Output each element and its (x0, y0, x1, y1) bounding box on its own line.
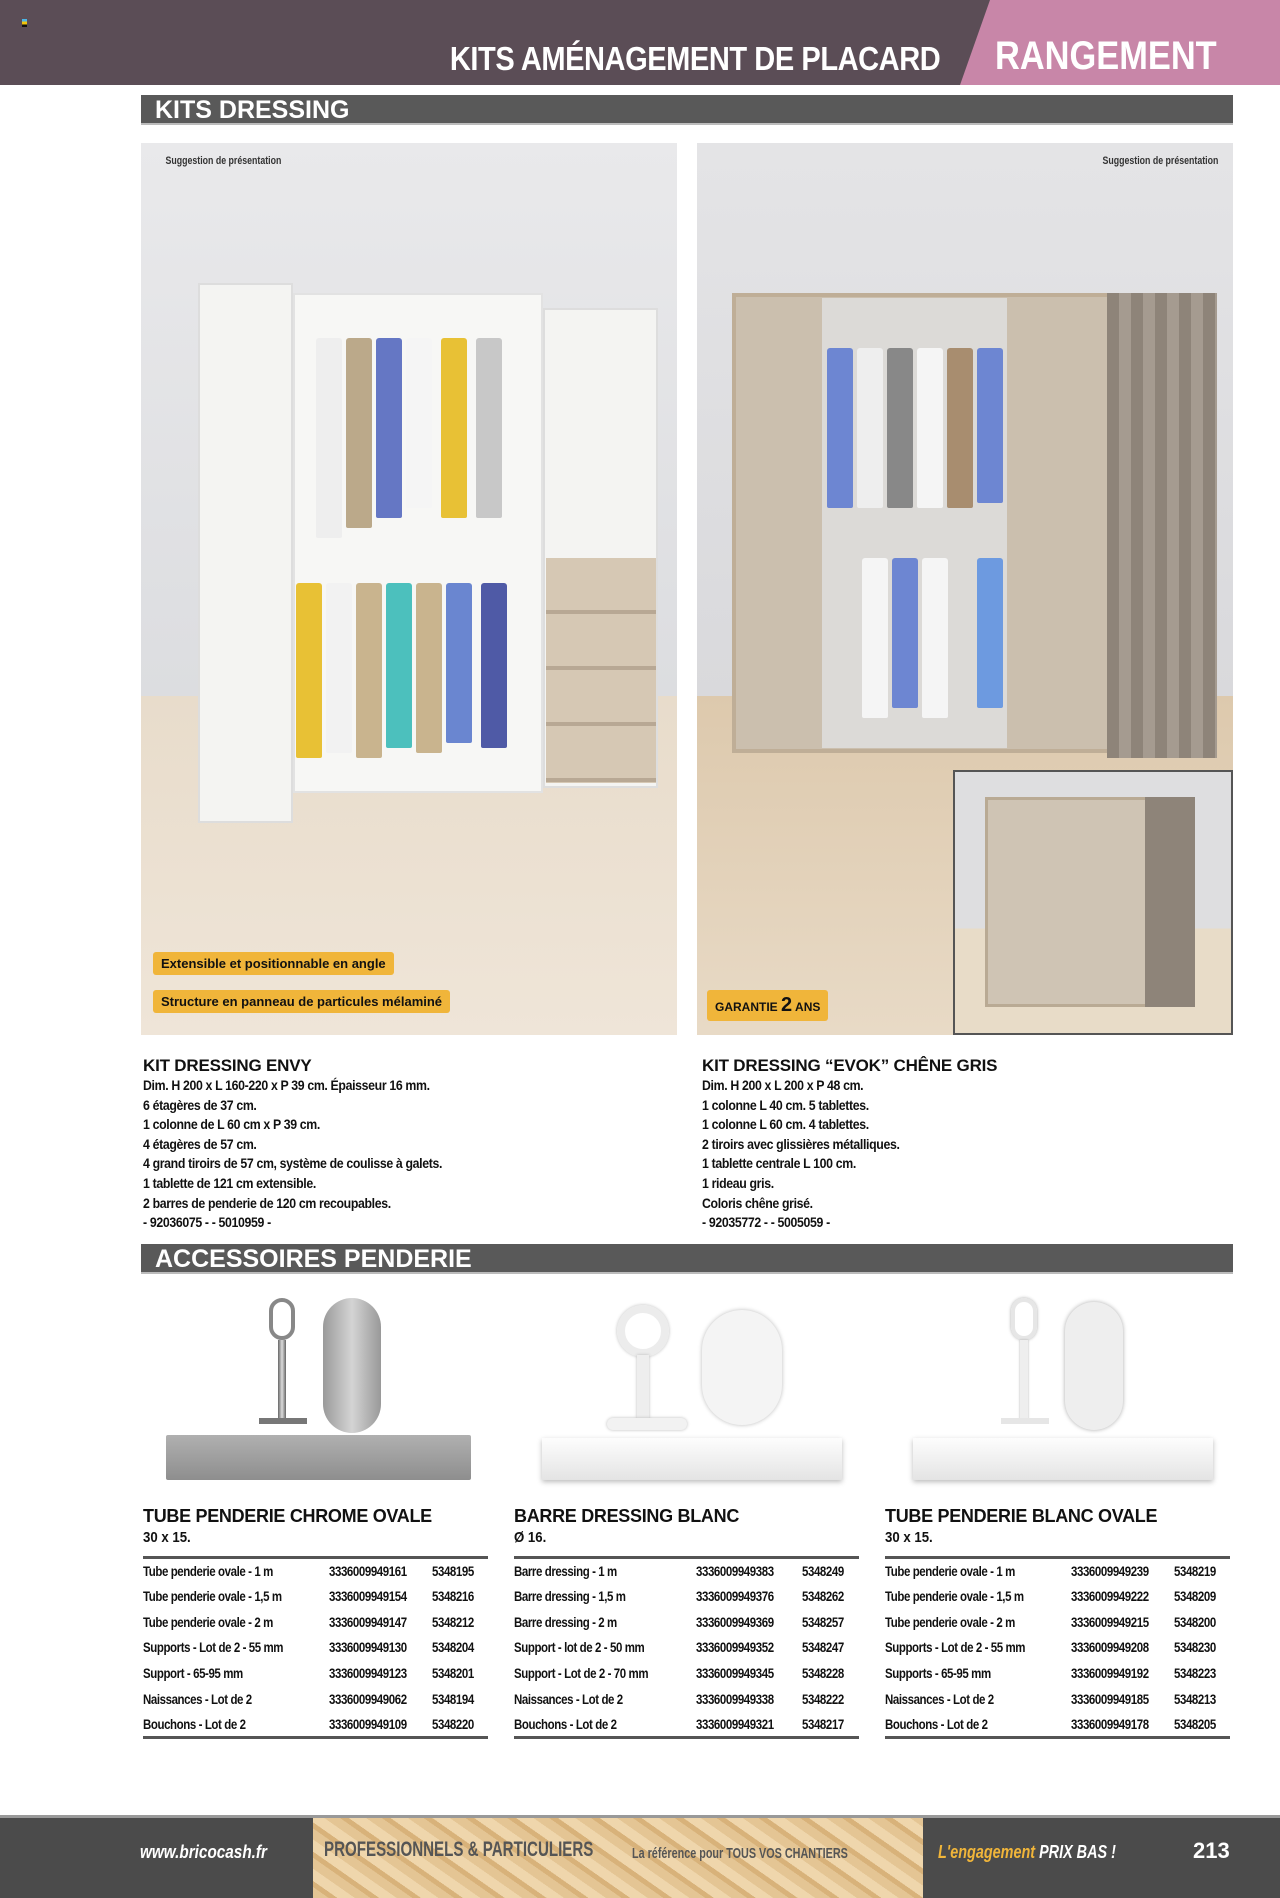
cell-ref (432, 1635, 488, 1661)
spec-line: 4 étagères de 57 cm. (143, 1135, 257, 1152)
accessory-table-chrome (143, 1506, 488, 1739)
table-row (143, 1686, 488, 1712)
cell-ref (1174, 1712, 1230, 1738)
cell-label (885, 1609, 1071, 1635)
table-row (514, 1558, 859, 1584)
cell-label (143, 1660, 329, 1686)
table-row (885, 1558, 1230, 1584)
table-row (143, 1660, 488, 1686)
accessory-subtitle: Ø 16. (514, 1529, 547, 1546)
table-row (143, 1583, 488, 1609)
accessory-table-blanc (885, 1506, 1230, 1739)
accessory-subtitle: 30 x 15. (143, 1529, 191, 1546)
cell-label (885, 1583, 1071, 1609)
cell-ref (1174, 1660, 1230, 1686)
table-row (514, 1635, 859, 1661)
table-row (885, 1609, 1230, 1635)
spec-line: 1 colonne de L 60 cm x P 39 cm. (143, 1116, 320, 1133)
cell-label (514, 1660, 696, 1686)
cell-text: Support - 65-95 mm (143, 1665, 243, 1682)
table-row (514, 1609, 859, 1635)
cell-text: 3336009949383 (696, 1563, 775, 1580)
cell-ean (329, 1558, 432, 1584)
table-row (143, 1609, 488, 1635)
cell-label (514, 1583, 696, 1609)
cell-ean (329, 1583, 432, 1609)
cell-text: 3336009949239 (1071, 1563, 1149, 1580)
cell-label (143, 1686, 329, 1712)
cell-label (514, 1609, 696, 1635)
cell-ean (329, 1609, 432, 1635)
product-reference: - 92035772 - - 5005059 - (702, 1214, 830, 1231)
cell-label (143, 1712, 329, 1738)
spec-line: 2 barres de penderie de 120 cm recoupables. (143, 1194, 391, 1211)
color-registration-mark (22, 19, 27, 27)
cell-ref (432, 1660, 488, 1686)
accessory-image-chrome (141, 1290, 491, 1490)
product-title: KIT DRESSING “EVOK” CHÊNE GRIS (702, 1056, 998, 1075)
cell-text: 3336009949192 (1071, 1665, 1149, 1682)
product-description-evok (702, 1056, 1232, 1233)
cell-text: 3336009949376 (696, 1588, 775, 1605)
cell-label (143, 1635, 329, 1661)
cell-ref (432, 1686, 488, 1712)
cell-label (514, 1635, 696, 1661)
cell-text: 3336009949352 (696, 1639, 775, 1656)
cell-ean (1071, 1583, 1174, 1609)
cell-text: Naissances - Lot de 2 (514, 1690, 623, 1707)
cell-text: 5348201 (432, 1665, 475, 1682)
cell-text: 5348209 (1174, 1588, 1217, 1605)
inset-photo (953, 770, 1233, 1035)
cell-ref (802, 1712, 859, 1738)
cell-ref (802, 1558, 859, 1584)
cell-text: 5348222 (802, 1690, 844, 1707)
cell-text: 5348247 (802, 1639, 844, 1656)
cell-label (514, 1558, 696, 1584)
cell-label (885, 1660, 1071, 1686)
spec-line: Dim. H 200 x L 200 x P 48 cm. (702, 1077, 864, 1093)
table-row (885, 1686, 1230, 1712)
spec-line: 1 colonne L 40 cm. 5 tablettes. (702, 1096, 869, 1113)
cell-label (514, 1686, 696, 1712)
cell-text: Supports - 65-95 mm (885, 1665, 991, 1682)
wardrobe-column (198, 283, 293, 823)
cell-text: 3336009949369 (696, 1613, 775, 1630)
cell-label (885, 1712, 1071, 1738)
cell-text: Tube penderie ovale - 1,5 m (885, 1588, 1024, 1605)
spec-line: 1 tablette de 121 cm extensible. (143, 1174, 316, 1191)
cell-text: 5348228 (802, 1665, 844, 1682)
cell-ref (1174, 1558, 1230, 1584)
cell-ean (1071, 1635, 1174, 1661)
cell-text: 5348249 (802, 1563, 844, 1580)
curtain (1107, 293, 1217, 758)
cell-text: Tube penderie ovale - 1,5 m (143, 1588, 282, 1605)
product-photo-envy (141, 143, 677, 1035)
cell-text: 3336009949345 (696, 1665, 775, 1682)
table-row (885, 1660, 1230, 1686)
table-row (885, 1635, 1230, 1661)
cell-label (143, 1558, 329, 1584)
spec-line: Dim. H 200 x L 160-220 x P 39 cm. Épaisseur 16 mm. (143, 1077, 430, 1093)
table-row (143, 1558, 488, 1584)
cell-ean (696, 1660, 802, 1686)
accessory-title: TUBE PENDERIE CHROME OVALE (143, 1506, 432, 1526)
table-row (514, 1712, 859, 1738)
cell-text: 3336009949178 (1071, 1715, 1149, 1732)
cell-text: 5348257 (802, 1613, 844, 1630)
cell-ref (802, 1583, 859, 1609)
cell-text: 3336009949109 (329, 1715, 407, 1732)
cell-text: Tube penderie ovale - 1 m (885, 1563, 1015, 1580)
feature-badge: Structure en panneau de particules mélaminé (153, 990, 450, 1013)
section-title-accessoires: ACCESSOIRES PENDERIE (141, 1244, 1233, 1274)
cell-ref (432, 1609, 488, 1635)
table-row (143, 1635, 488, 1661)
cell-ean (696, 1635, 802, 1661)
cell-text: 3336009949215 (1071, 1613, 1149, 1630)
cell-text: Barre dressing - 1,5 m (514, 1588, 626, 1605)
cell-text: 5348195 (432, 1563, 475, 1580)
cell-ean (1071, 1558, 1174, 1584)
section-title-kits-dressing: KITS DRESSING (141, 95, 1233, 125)
cell-ref (432, 1583, 488, 1609)
product-photo-evok (697, 143, 1233, 1035)
feature-badge: Extensible et positionnable en angle (153, 952, 394, 975)
cell-text: Supports - Lot de 2 - 55 mm (885, 1639, 1026, 1656)
cell-text: 3336009949338 (696, 1690, 775, 1707)
cell-label (885, 1558, 1071, 1584)
cell-text: Support - Lot de 2 - 70 mm (514, 1665, 649, 1682)
cell-label (885, 1686, 1071, 1712)
cell-ref (1174, 1583, 1230, 1609)
cell-label (143, 1583, 329, 1609)
accessory-table-barre (514, 1506, 859, 1739)
cell-text: 3336009949130 (329, 1639, 407, 1656)
cell-ean (696, 1583, 802, 1609)
footer-tagline: La référence pour TOUS VOS CHANTIERS (632, 1845, 848, 1862)
cell-ean (1071, 1712, 1174, 1738)
cell-text: Naissances - Lot de 2 (885, 1690, 994, 1707)
cell-ref (1174, 1686, 1230, 1712)
accessory-image-blanc-ovale (883, 1290, 1233, 1490)
cell-ean (1071, 1686, 1174, 1712)
spec-line: 6 étagères de 37 cm. (143, 1096, 257, 1113)
accessory-image-barre-blanc (512, 1290, 862, 1490)
spec-line: Coloris chêne grisé. (702, 1194, 813, 1211)
table-row (514, 1686, 859, 1712)
cell-text: Naissances - Lot de 2 (143, 1690, 252, 1707)
cell-ean (329, 1686, 432, 1712)
cell-text: 5348219 (1174, 1563, 1217, 1580)
cell-text: Tube penderie ovale - 2 m (143, 1613, 273, 1630)
cell-text: 3336009949185 (1071, 1690, 1149, 1707)
cell-label (514, 1712, 696, 1738)
cell-ref (802, 1635, 859, 1661)
cell-ean (1071, 1609, 1174, 1635)
accessory-title: BARRE DRESSING BLANC (514, 1506, 740, 1526)
spec-line: 1 rideau gris. (702, 1174, 774, 1191)
cell-text: 5348205 (1174, 1715, 1217, 1732)
cell-text: 3336009949123 (329, 1665, 407, 1682)
cell-ref (802, 1660, 859, 1686)
cell-text: Supports - Lot de 2 - 55 mm (143, 1639, 284, 1656)
table-row (514, 1660, 859, 1686)
cell-text: 3336009949321 (696, 1715, 775, 1732)
cell-label (885, 1635, 1071, 1661)
cell-label (143, 1609, 329, 1635)
cell-text: 3336009949208 (1071, 1639, 1149, 1656)
cell-ean (329, 1660, 432, 1686)
cell-text: 3336009949222 (1071, 1588, 1149, 1605)
cell-text: Bouchons - Lot de 2 (143, 1715, 246, 1732)
footer-engagement: L'engagement PRIX BAS ! (938, 1842, 1116, 1862)
cell-text: 5348212 (432, 1613, 475, 1630)
guarantee-badge: GARANTIE 2 ANS (707, 990, 828, 1021)
cell-text: Barre dressing - 2 m (514, 1613, 617, 1630)
page-number: 213 (1193, 1838, 1230, 1863)
product-description-envy (143, 1056, 683, 1233)
table-row (143, 1712, 488, 1738)
website-link[interactable]: www.bricocash.fr (140, 1842, 267, 1862)
cell-ref (1174, 1609, 1230, 1635)
table-row (885, 1583, 1230, 1609)
footer-slogan: PROFESSIONNELS & PARTICULIERS (324, 1838, 594, 1861)
cell-text: 3336009949161 (329, 1563, 407, 1580)
cell-ref (802, 1686, 859, 1712)
accessory-title: TUBE PENDERIE BLANC OVALE (885, 1506, 1158, 1526)
spec-line: 1 colonne L 60 cm. 4 tablettes. (702, 1116, 869, 1133)
cell-ref (1174, 1635, 1230, 1661)
spec-line: 4 grand tiroirs de 57 cm, système de coulisse à galets. (143, 1155, 443, 1172)
cell-ean (329, 1635, 432, 1661)
category-title: RANGEMENT (995, 34, 1217, 78)
cell-ean (329, 1712, 432, 1738)
cell-text: 5348223 (1174, 1665, 1217, 1682)
cell-text: Support - lot de 2 - 50 mm (514, 1639, 645, 1656)
cell-text: Tube penderie ovale - 1 m (143, 1563, 273, 1580)
cell-text: 5348230 (1174, 1639, 1217, 1656)
product-reference: - 92036075 - - 5010959 - (143, 1214, 271, 1231)
photo-caption: Suggestion de présentation (1102, 155, 1219, 167)
cell-ean (1071, 1660, 1174, 1686)
cell-text: Tube penderie ovale - 2 m (885, 1613, 1015, 1630)
cell-text: 5348217 (802, 1715, 844, 1732)
cell-text: 5348220 (432, 1715, 475, 1732)
cell-text: 5348200 (1174, 1613, 1217, 1630)
cell-ref (432, 1712, 488, 1738)
cell-text: 5348204 (432, 1639, 475, 1656)
cell-text: Bouchons - Lot de 2 (885, 1715, 988, 1732)
cell-text: 5348216 (432, 1588, 475, 1605)
cell-ean (696, 1712, 802, 1738)
cell-text: 5348262 (802, 1588, 844, 1605)
cell-ref (802, 1609, 859, 1635)
cell-text: Barre dressing - 1 m (514, 1563, 617, 1580)
cell-ean (696, 1609, 802, 1635)
cell-text: 3336009949154 (329, 1588, 407, 1605)
cell-text: 3336009949062 (329, 1690, 407, 1707)
cell-text: 5348213 (1174, 1690, 1217, 1707)
cell-ean (696, 1686, 802, 1712)
cell-ref (432, 1558, 488, 1584)
cell-ean (696, 1558, 802, 1584)
table-row (514, 1583, 859, 1609)
spec-line: 2 tiroirs avec glissières métalliques. (702, 1135, 900, 1152)
cell-text: 5348194 (432, 1690, 475, 1707)
spec-line: 1 tablette centrale L 100 cm. (702, 1155, 856, 1172)
page-title: KITS AMÉNAGEMENT DE PLACARD (449, 40, 940, 77)
accessory-subtitle: 30 x 15. (885, 1529, 933, 1546)
product-title: KIT DRESSING ENVY (143, 1056, 312, 1075)
table-row (885, 1712, 1230, 1738)
photo-caption: Suggestion de présentation (165, 155, 282, 167)
cell-text: Bouchons - Lot de 2 (514, 1715, 617, 1732)
cell-text: 3336009949147 (329, 1613, 407, 1630)
